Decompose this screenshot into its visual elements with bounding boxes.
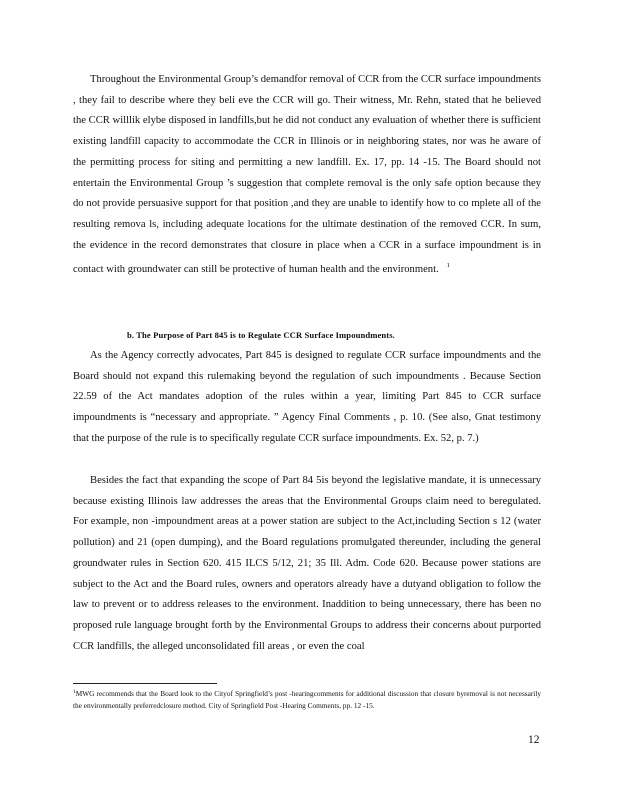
paragraph-scope-expansion: Besides the fact that expanding the scope of Part 84 5is beyond the legislative mandate, it is unnecessary because existing Illinois law addresses the areas that the Environmental Groups claim need to beregulated. For example, non -impoundment areas at a power station are subject to the Act,including Section s 12 (water pollution) and 21 (open dumping), and the Board regulations promulgated thereunder, including the general groundwater rules in Section 620. 415 ILCS 5/12, 21; 35 Ill. Adm. Code 620. Because power stations are subject to the Act and the Board rules, owners and operators already have a dutyand obligation to follow the law to prevent or to address releases to the environment. Inaddition to being unnecessary, there has been no proposed rule language brought forth by the Environmental Groups to address their concerns about purported CCR landfills, the alleged unconsolidated fill areas , or even the coal xyxy=(73,475,541,652)
footnote-reference: 1 xyxy=(446,262,450,270)
section-heading-part-845-purpose: b. The Purpose of Part 845 is to Regulate CCR Surface Impoundments. xyxy=(127,330,395,340)
footnote xyxy=(73,687,541,711)
paragraph-landfill-capacity xyxy=(73,70,541,281)
footnote-marker: 1 xyxy=(73,689,76,695)
page-number: 12 xyxy=(528,734,540,746)
paragraph-agency-advocates: As the Agency correctly advocates, Part 845 is designed to regulate CCR surface impoundments and the Board should not expand this rulemaking beyond the regulation of such impoundments . Because Section 22.59 of the Act mandates adoption of the rules within a year, limiting Part 845 to CCR surface impoundments is “necessary and appropriate. ” Agency Final Comments , p. 10. (See also, Gnat testimony that the purpose of the rule is to specifically regulate CCR surface impoundments. Ex. 52, p. 7.) xyxy=(73,350,541,444)
footnote-separator xyxy=(73,683,217,684)
footnote-text: MWG recommends that the Board look to the Cityof Springfield’s post -hearingcomments for additional discussion that closure byremoval is not necessarily the environmentally preferredclosure method. City of Springfield Post -Hearing Comments, pp. 12 -15. xyxy=(73,689,541,710)
paragraph-landfill-capacity-text: Throughout the Environmental Group’s demandfor removal of CCR from the CCR surface impoundments , they fail to describe where they beli eve the CCR will go. Their witness, Mr. Rehn, stated that he believed the CCR willlik elybe disposed in landfills,but he did not conduct any evaluation of whether there is sufficient existing landfill capacity to accommodate the CCR in Illinois or in neighboring states, nor was he aware of the permitting process for siting and permitting a new landfill. Ex. 17, pp. 14 -15. The Board should not entertain the Environmental Group ’s suggestion that complete removal is the only safe option because they do not provide persuasive support for that position ,and they are unable to identify how to co mplete all of the resulting remova ls, including adequate locations for the ultimate destination of the removed CCR. In sum, the evidence in the record demonstrates that closure in place when a CCR in a surface impoundment is in contact with groundwater can still be protective of human health and the environment. xyxy=(73,74,541,276)
